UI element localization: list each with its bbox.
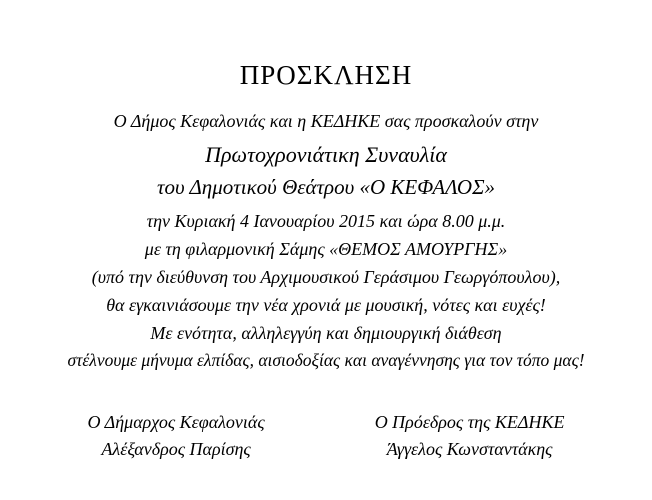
- document-line-9: στέλνουμε μήνυμα ελπίδας, αισιοδοξίας και αναγέννησης για τον τόπο μας!: [67, 350, 585, 370]
- signature-president: [375, 409, 565, 465]
- document-line-3: του Δημοτικού Θεάτρου «Ο ΚΕΦΑΛΟΣ»: [156, 175, 496, 199]
- document-line-4: την Κυριακή 4 Ιανουαρίου 2015 και ώρα 8.00 μ.μ.: [146, 211, 506, 231]
- signature-name: Άγγελος Κωνσταντάκης: [386, 439, 553, 460]
- signature-name: Αλέξανδρος Παρίσης: [101, 439, 251, 460]
- signature-role: Ο Πρόεδρος της ΚΕΔΗΚΕ: [374, 411, 565, 432]
- document-line-2: Πρωτοχρονιάτικη Συναυλία: [205, 142, 447, 167]
- signature-role: Ο Δήμαρχος Κεφαλονιάς: [87, 411, 265, 432]
- document-line-5: με τη φιλαρμονική Σάμης «ΘΕΜΟΣ ΑΜΟΥΡΓΗΣ»: [144, 239, 508, 259]
- signature-mayor: [88, 409, 265, 465]
- signature-block: [20, 409, 632, 465]
- document-title: ΠΡΟΣΚΛΗΣΗ: [239, 60, 413, 90]
- document-line-6: (υπό την διεύθυνση του Αρχιμουσικού Γεράσιμου Γεωργόπουλου),: [91, 267, 561, 287]
- document-line-7: θα εγκαινιάσουμε την νέα χρονιά με μουσική, νότες και ευχές!: [106, 295, 546, 315]
- document-line-8: Με ενότητα, αλληλεγγύη και δημιουργική διάθεση: [150, 323, 502, 343]
- document-line-1: Ο Δήμος Κεφαλονιάς και η ΚΕΔΗΚΕ σας προσκαλούν στην: [113, 111, 539, 131]
